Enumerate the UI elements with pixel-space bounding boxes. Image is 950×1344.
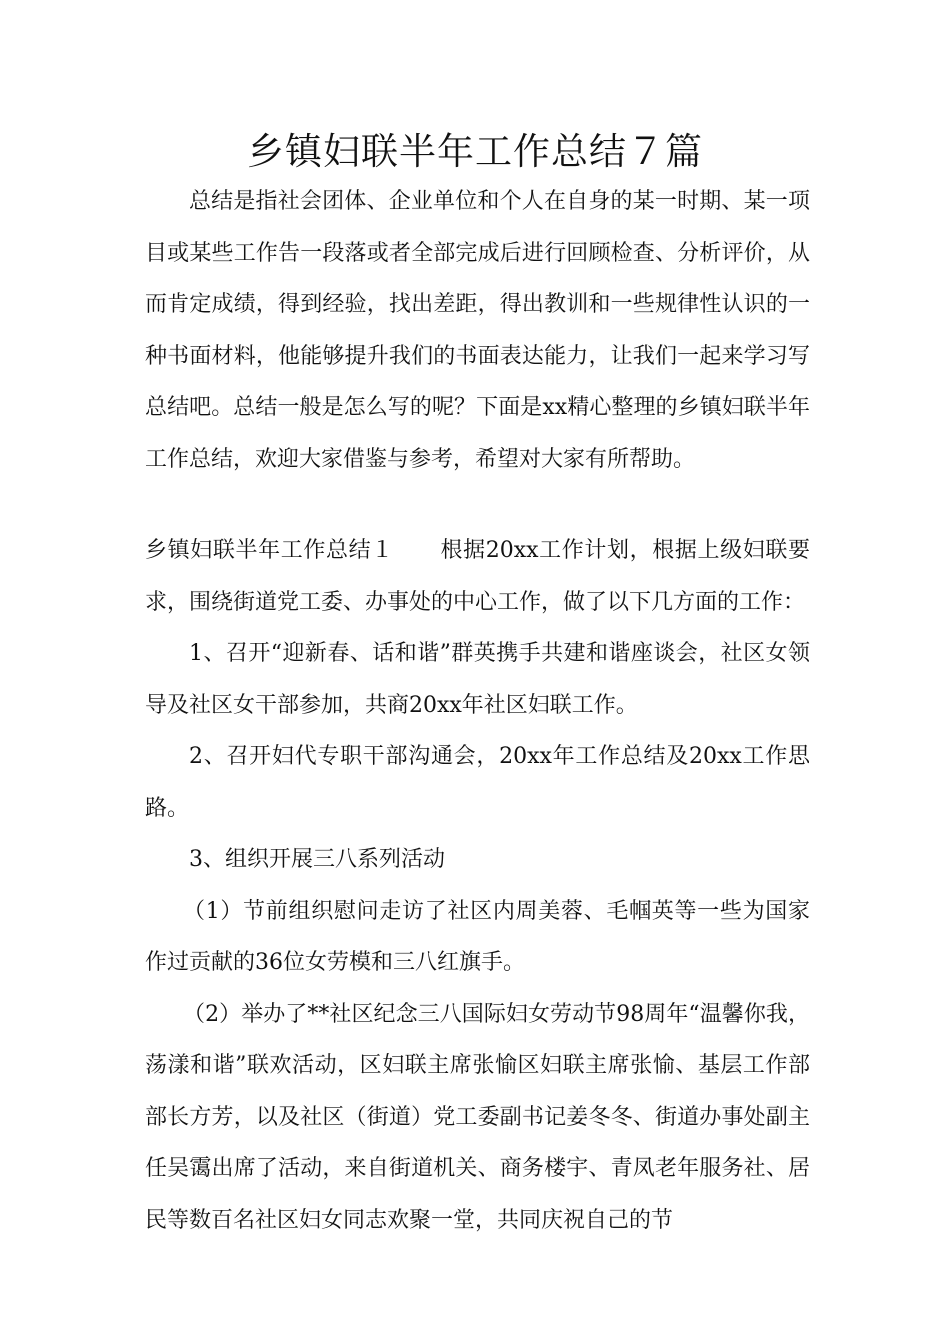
- section-1-lead-paragraph: [145, 525, 810, 628]
- section-1-lead: 根据20xx工作计划，根据上级妇联要求，围绕街道党工委、办事处的中心工作，做了以下几方面的工作：: [145, 538, 810, 615]
- list-item-1: 1、召开“迎新春、话和谐”群英携手共建和谐座谈会，社区女领导及社区女干部参加，共商20xx年社区妇联工作。: [145, 641, 810, 718]
- section-1: [145, 525, 810, 1246]
- document-title: 乡镇妇联半年工作总结７篇: [247, 130, 703, 173]
- list-item-3-2: （2）举办了**社区纪念三八国际妇女劳动节98周年“温馨你我，荡漾和谐”联欢活动，区妇联主席张愉区妇联主席张愉、基层工作部部长方芳，以及社区（街道）党工委副书记姜冬冬、街道办事处副主任吴霭出席了活动，来自街道机关、商务楼宇、青凤老年服务社、居民等数百名社区妇女同志欢聚一堂，共同庆祝自己的节: [145, 1001, 810, 1233]
- intro-paragraph: 总结是指社会团体、企业单位和个人在自身的某一时期、某一项目或某些工作告一段落或者全部完成后进行回顾检查、分析评价，从而肯定成绩，得到经验，找出差距，得出教训和一些规律性认识的一种书面材料，他能够提升我们的书面表达能力，让我们一起来学习写总结吧。总结一般是怎么写的呢？下面是xx精心整理的乡镇妇联半年工作总结，欢迎大家借鉴与参考，希望对大家有所帮助。: [145, 189, 810, 472]
- list-item-3-1: （1）节前组织慰问走访了社区内周美蓉、毛帼英等一些为国家作过贡献的36位女劳模和三八红旗手。: [145, 898, 810, 975]
- section-1-heading: 乡镇妇联半年工作总结１: [145, 538, 394, 563]
- list-item-2: 2、召开妇代专职干部沟通会，20xx年工作总结及20xx工作思路。: [145, 744, 810, 821]
- list-item-3: 3、组织开展三八系列活动: [189, 847, 445, 872]
